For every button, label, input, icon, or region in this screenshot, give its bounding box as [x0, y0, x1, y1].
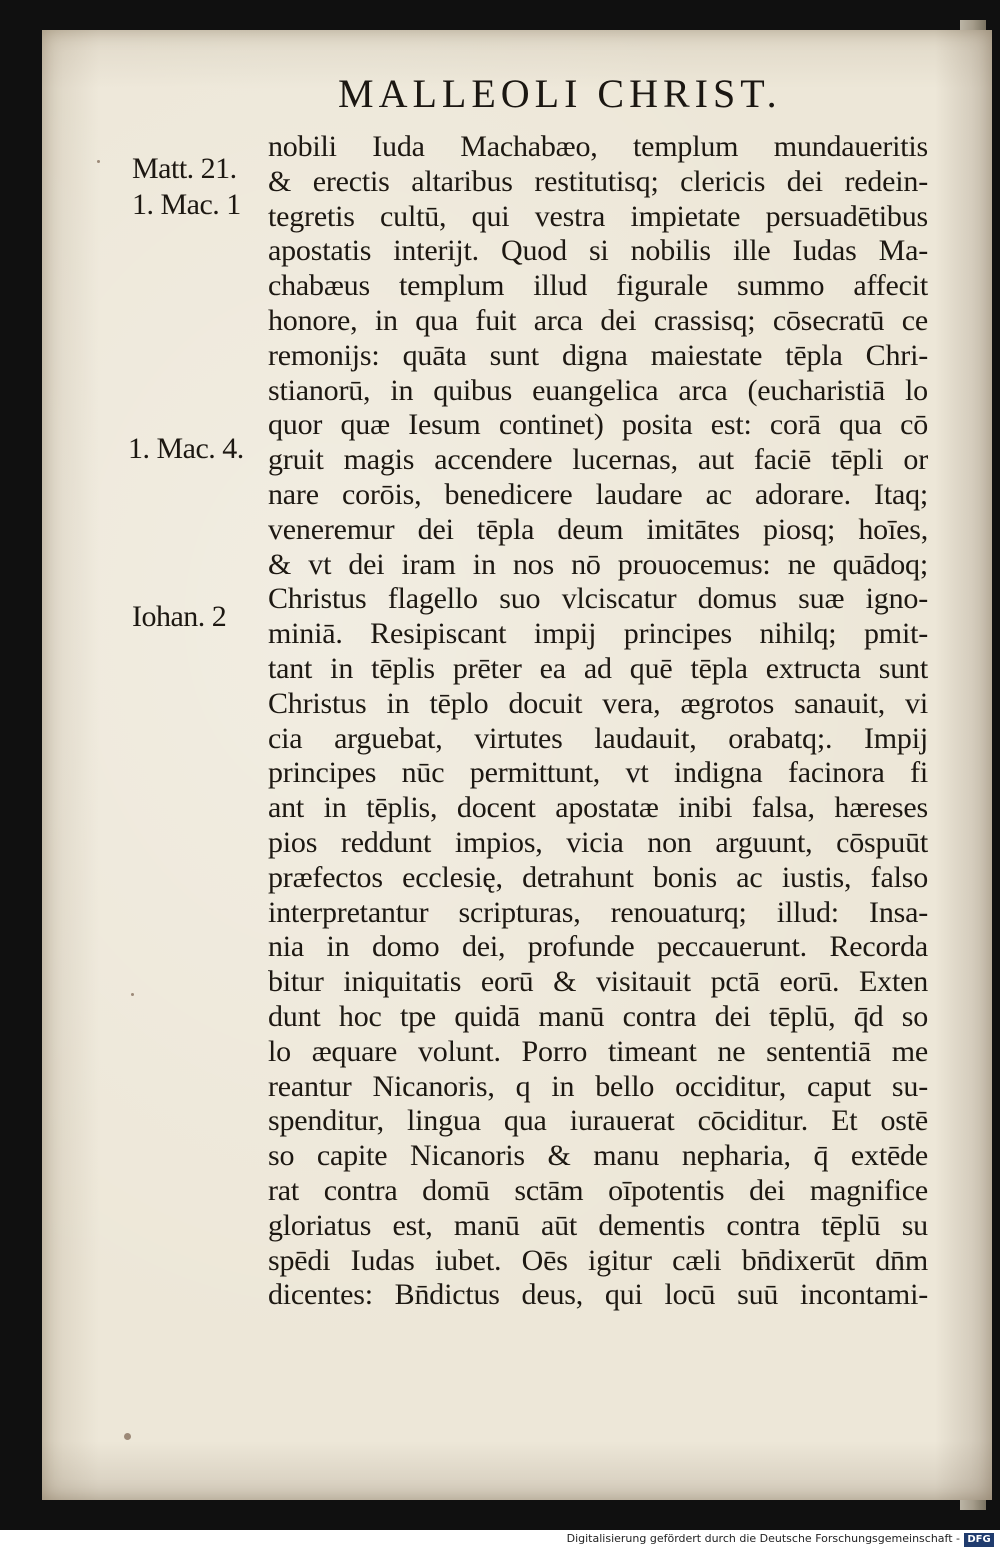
- text-line: gruit magis accendere lucernas, aut faciē tēpli or: [268, 443, 928, 477]
- marginal-note-mac-1: 1. Mac. 1: [132, 188, 241, 221]
- text-line: honore, in qua fuit arca dei crassisq; cōsecratū ce: [268, 303, 928, 337]
- body-text: [268, 130, 928, 1313]
- marginal-note-iohan: Iohan. 2: [132, 600, 227, 633]
- running-head: MALLEOLI CHRIST.: [338, 71, 782, 116]
- text-line: lo æquare volunt. Porro timeant ne sententiā me: [268, 1034, 928, 1068]
- text-line: veneremur dei tēpla deum imitātes piosq; hoīes,: [268, 512, 928, 546]
- text-line: nobili Iuda Machabæo, templum mundaueritis: [268, 130, 928, 163]
- text-line: chabæus templum illud figurale summo affecit: [268, 269, 928, 303]
- text-line: reantur Nicanoris, q in bello occiditur, caput su-: [268, 1069, 928, 1103]
- text-line: nia in domo dei, profunde peccauerunt. Recorda: [268, 930, 928, 964]
- marginal-note-matt: Matt. 21.: [132, 152, 237, 185]
- text-line: spēdi Iudas iubet. Oēs igitur cæli bn̄dixerūt dn̄m: [268, 1243, 928, 1277]
- text-line: gloriatus est, manū aūt dementis contra tēplū su: [268, 1208, 928, 1242]
- text-line: spenditur, lingua qua iurauerat cōciditur. Et ostē: [268, 1104, 928, 1138]
- text-line: tegretis cultū, qui vestra impietate persuadētibus: [268, 199, 928, 233]
- paper-speck: [97, 160, 100, 163]
- text-line: dicentes: Bn̄dictus deus, qui locū suū incontami-: [268, 1278, 928, 1312]
- paper-speck: [131, 993, 134, 996]
- text-line: Christus in tēplo docuit vera, ægrotos sanauit, vi: [268, 686, 928, 720]
- text-line: pios reddunt impios, vicia non arguunt, cōspuūt: [268, 825, 928, 859]
- text-line: rat contra domū sctām oīpotentis dei magnifice: [268, 1173, 928, 1207]
- text-line: dunt hoc tpe quidā manū contra dei tēplū, q̄d so: [268, 999, 928, 1033]
- text-line: principes nūc permittunt, vt indigna facinora fi: [268, 756, 928, 790]
- text-line: cia arguebat, virtutes laudauit, orabatq;. Impij: [268, 721, 928, 755]
- text-line: miniā. Resipiscant impij principes nihilq; pmit-: [268, 617, 928, 651]
- text-line: ant in tēplis, docent apostatæ inibi falsa, hæreses: [268, 791, 928, 825]
- text-line: remonijs: quāta sunt digna maiestate tēpla Chri-: [268, 338, 928, 372]
- paper-speck: [124, 1433, 131, 1440]
- dfg-logo: DFG: [964, 1533, 994, 1547]
- marginal-note-mac-4: 1. Mac. 4.: [128, 432, 244, 465]
- text-line: præfectos ecclesię, detrahunt bonis ac iustis, falso: [268, 860, 928, 894]
- text-line: Christus flagello suo vlciscatur domus suæ igno-: [268, 582, 928, 616]
- text-line: so capite Nicanoris & manu nepharia, q̄ extēde: [268, 1139, 928, 1173]
- text-line: bitur iniquitatis eorū & visitauit pctā eorū. Exten: [268, 965, 928, 999]
- text-line: interpretantur scripturas, renouaturq; illud: Insa-: [268, 895, 928, 929]
- text-line: nare corōis, benedicere laudare ac adorare. Itaq;: [268, 477, 928, 511]
- text-line: tant in tēplis prēter ea ad quē tēpla extructa sunt: [268, 651, 928, 685]
- text-line: stianorū, in quibus euangelica arca (eucharistiā lo: [268, 373, 928, 407]
- funding-credit: Digitalisierung gefördert durch die Deutsche Forschungsgemeinschaft -: [566, 1532, 960, 1545]
- text-line: quor quæ Iesum continet) posita est: corā qua cō: [268, 408, 928, 442]
- text-line: & vt dei iram in nos nō prouocemus: ne quādoq;: [268, 547, 928, 581]
- text-line: apostatis interijt. Quod si nobilis ille Iudas Ma-: [268, 234, 928, 268]
- text-line: & erectis altaribus restitutisq; clericis dei redein-: [268, 164, 928, 198]
- footer-bar: [0, 1530, 1000, 1550]
